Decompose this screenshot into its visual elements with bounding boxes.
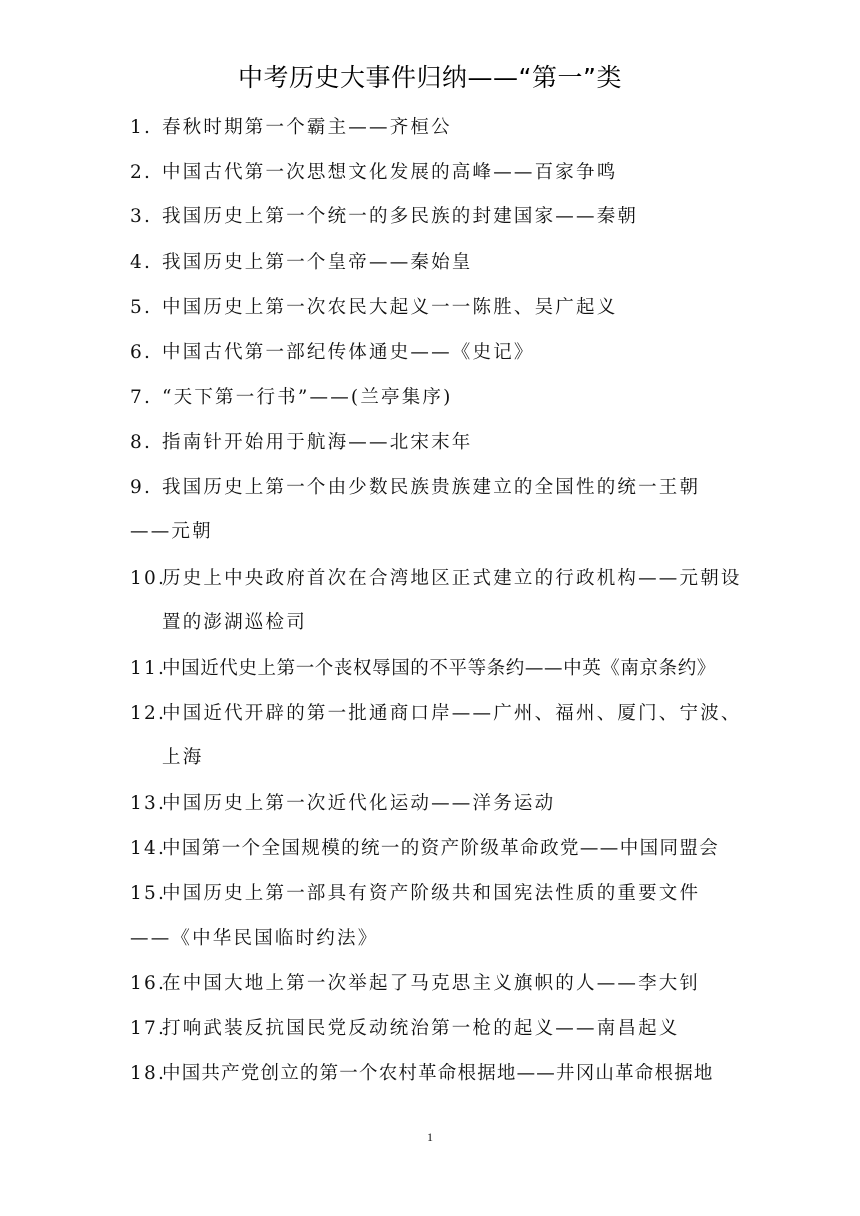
item-text-continuation: ——《中华民国临时约法》	[130, 928, 379, 949]
page-number: 1	[427, 1130, 433, 1144]
item-text-continuation: 上海	[162, 747, 204, 768]
item-number: 9.	[130, 477, 153, 498]
item-number: 5.	[130, 297, 153, 318]
item-number: 1.	[130, 117, 153, 138]
item-text: 中国古代第一次思想文化发展的高峰——百家争鸣	[162, 162, 618, 183]
item-text: 中国共产党创立的第一个农村革命根据地——井冈山革命根据地	[162, 1063, 714, 1084]
item-number: 11.	[130, 658, 167, 679]
item-number: 10.	[130, 568, 167, 589]
item-text: 中国近代开辟的第一批通商口岸——广州、福州、厦门、宁波、	[162, 703, 742, 724]
item-number: 8.	[130, 432, 153, 453]
item-text-continuation: 置的澎湖巡检司	[162, 612, 307, 633]
item-number: 3.	[130, 206, 153, 227]
item-number: 7.	[130, 387, 153, 408]
item-number: 14.	[130, 838, 167, 859]
item-text: 中国历史上第一部具有资产阶级共和国宪法性质的重要文件	[162, 883, 701, 904]
item-text: 春秋时期第一个霸主——齐桓公	[162, 117, 452, 138]
item-text: 在中国大地上第一次举起了马克思主义旗帜的人——李大钊	[162, 973, 701, 994]
item-text: “天下第一行书”——(兰亭集序)	[162, 387, 453, 408]
item-number: 2.	[130, 162, 153, 183]
item-number: 17.	[130, 1018, 167, 1039]
item-text: 中国古代第一部纪传体通史——《史记》	[162, 342, 535, 363]
item-number: 15.	[130, 883, 167, 904]
item-text: 打响武装反抗国民党反动统治第一枪的起义——南昌起义	[162, 1018, 680, 1039]
item-text: 我国历史上第一个皇帝——秦始皇	[162, 252, 473, 273]
item-number: 16.	[130, 973, 167, 994]
item-number: 6.	[130, 342, 153, 363]
item-text: 中国第一个全国规模的统一的资产阶级革命政党——中国同盟会	[162, 838, 720, 859]
item-text: 我国历史上第一个统一的多民族的封建国家——秦朝	[162, 206, 639, 227]
item-number: 4.	[130, 252, 153, 273]
item-text: 中国近代史上第一个丧权辱国的不平等条约——中英《南京条约》	[162, 658, 716, 679]
page-title: 中考历史大事件归纳——“第一”类	[238, 63, 622, 92]
item-number: 13.	[130, 793, 167, 814]
item-text: 我国历史上第一个由少数民族贵族建立的全国性的统一王朝	[162, 477, 701, 498]
item-text-continuation: ——元朝	[130, 521, 213, 542]
item-text: 中国历史上第一次近代化运动——洋务运动	[162, 793, 556, 814]
item-text: 历史上中央政府首次在合湾地区正式建立的行政机构——元朝设	[162, 568, 742, 589]
item-text: 指南针开始用于航海——北宋末年	[162, 432, 473, 453]
item-number: 18.	[130, 1063, 167, 1084]
item-text: 中国历史上第一次农民大起义一一陈胜、吴广起义	[162, 297, 618, 318]
item-number: 12.	[130, 703, 167, 724]
